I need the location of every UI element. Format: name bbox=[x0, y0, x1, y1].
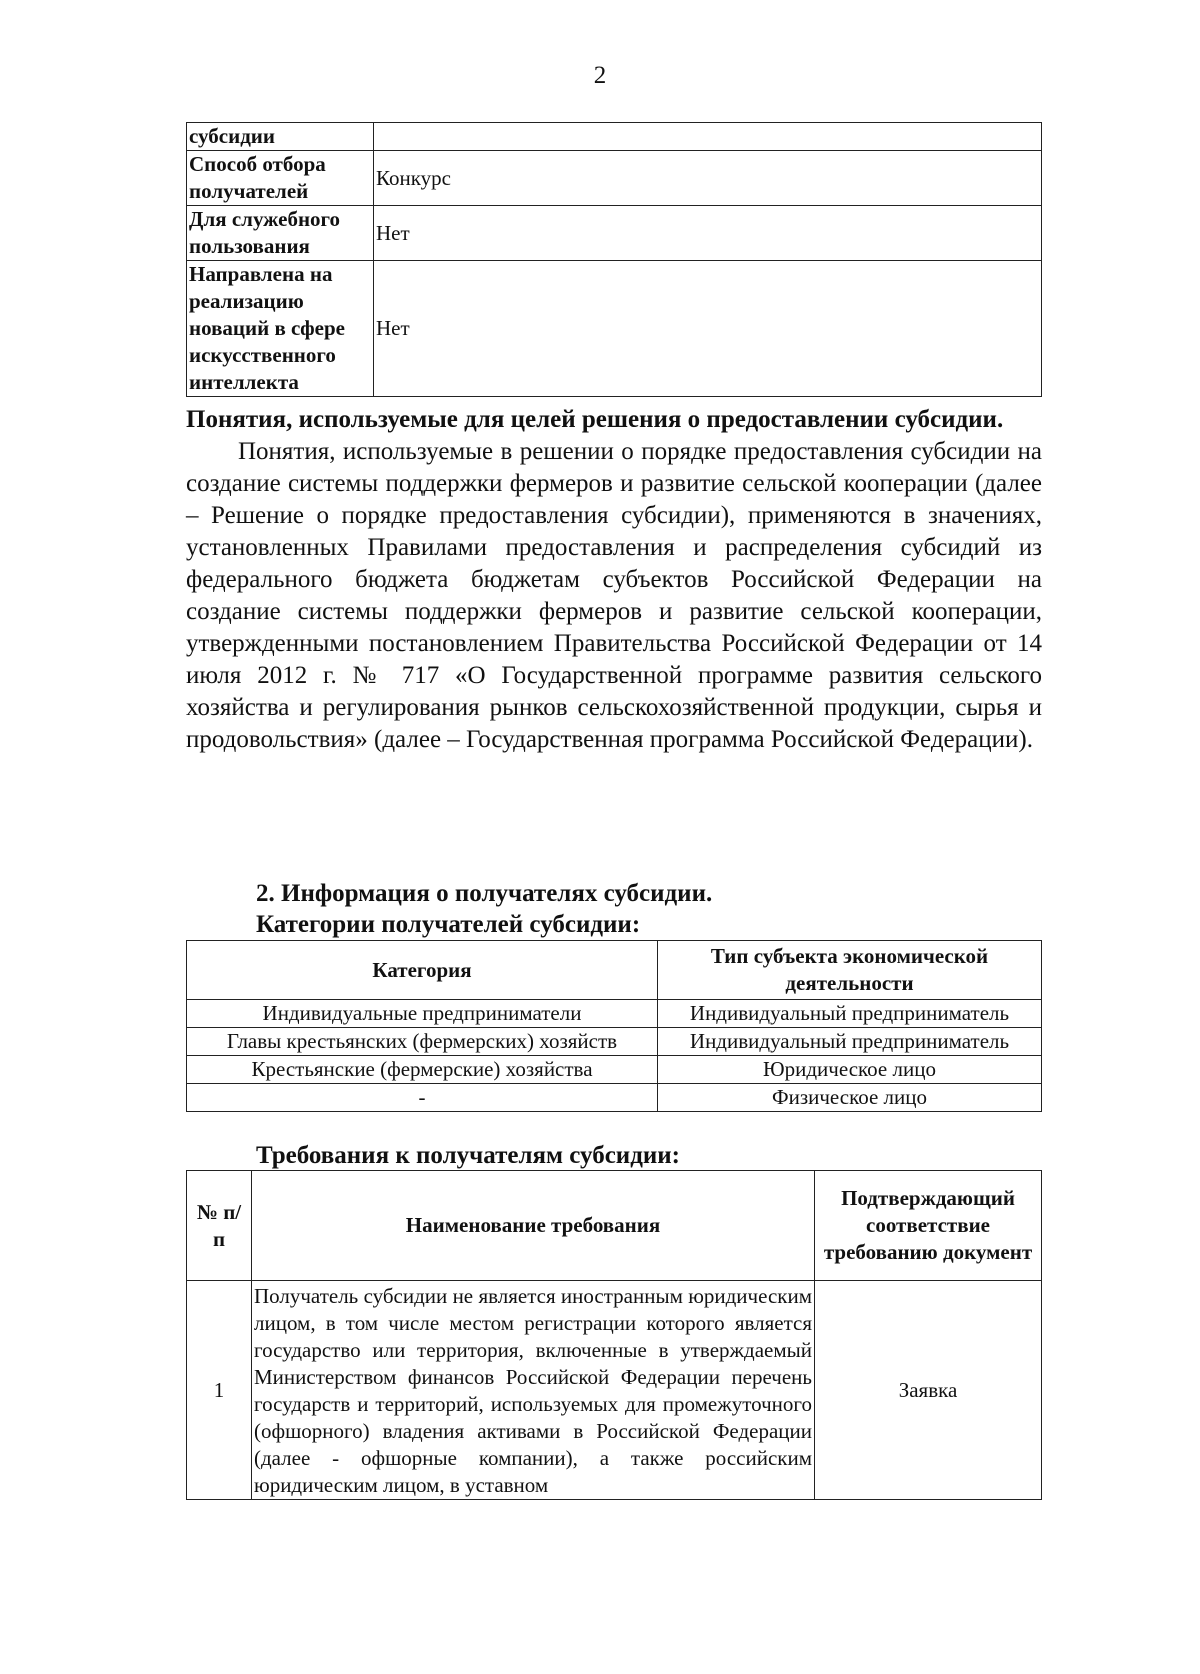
row-label: субсидии bbox=[187, 123, 374, 151]
section-title: 2. Информация о получателях субсидии. bbox=[256, 880, 713, 907]
concepts-paragraph: Понятия, используемые в решении о порядке предоставления субсидии на создание системы поддержки фермеров и развитие сельской кооперации (далее – Решение о порядке предоставления субсидии), применяются в значениях, установленных Правилами предоставления и распределения субсидий из федерального бюджета бюджетам субъектов Российской Федерации на создание системы поддержки фермеров и развитие сельской кооперации, утвержденными постановлением Правительства Российской Федерации от 14 июля 2012 г. № 717 «О Государственной программе развития сельского хозяйства и регулирования рынков сельскохозяйственной продукции, сырья и продовольствия» (далее – Государственная программа Российской Федерации). bbox=[186, 438, 1042, 753]
concepts-heading: Понятия, используемые для целей решения о предоставлении субсидии. bbox=[186, 406, 1004, 433]
row-value: Конкурс bbox=[374, 151, 1042, 206]
table-row bbox=[187, 151, 1042, 206]
table-row bbox=[187, 123, 1042, 151]
requirements-table bbox=[186, 1170, 1042, 1500]
row-value: Нет bbox=[374, 261, 1042, 397]
column-header: Категория bbox=[187, 941, 658, 1000]
table-row bbox=[187, 1084, 1042, 1112]
column-header: Подтверждающий соответствие требованию документ bbox=[815, 1171, 1042, 1281]
table-cell: - bbox=[187, 1084, 658, 1112]
table-row bbox=[187, 1028, 1042, 1056]
categories-title: Категории получателей субсидии: bbox=[256, 911, 641, 938]
table-header-row bbox=[187, 941, 1042, 1000]
table-header-row bbox=[187, 1171, 1042, 1281]
table-row bbox=[187, 1000, 1042, 1028]
row-label: Направлена на реализацию новаций в сфере искусственного интеллекта bbox=[187, 261, 374, 397]
table-cell: Крестьянские (фермерские) хозяйства bbox=[187, 1056, 658, 1084]
page-number: 2 bbox=[593, 62, 607, 89]
table-cell: Юридическое лицо bbox=[658, 1056, 1042, 1084]
table-row bbox=[187, 206, 1042, 261]
concepts-section bbox=[186, 404, 1042, 756]
confirming-document: Заявка bbox=[815, 1281, 1042, 1500]
subsidy-info-table bbox=[186, 122, 1042, 397]
table-cell: Индивидуальный предприниматель bbox=[658, 1000, 1042, 1028]
table-cell: Индивидуальный предприниматель bbox=[658, 1028, 1042, 1056]
row-label: Для служебного пользования bbox=[187, 206, 374, 261]
column-header: Наименование требования bbox=[252, 1171, 815, 1281]
table-row bbox=[187, 1281, 1042, 1500]
column-header: Тип субъекта экономической деятельности bbox=[658, 941, 1042, 1000]
table-cell: Физическое лицо bbox=[658, 1084, 1042, 1112]
table-row bbox=[187, 261, 1042, 397]
table-cell: Индивидуальные предприниматели bbox=[187, 1000, 658, 1028]
table-cell: Главы крестьянских (фермерских) хозяйств bbox=[187, 1028, 658, 1056]
row-value bbox=[374, 123, 1042, 151]
categories-table bbox=[186, 940, 1042, 1112]
row-value: Нет bbox=[374, 206, 1042, 261]
column-header: № п/п bbox=[187, 1171, 252, 1281]
section-2-heading bbox=[256, 878, 712, 940]
row-label: Способ отбора получателей bbox=[187, 151, 374, 206]
requirement-text: Получатель субсидии не является иностранным юридическим лицом, в том числе местом регистрации которого является государство или территория, включенные в утверждаемый Министерством финансов Российской Федерации перечень государств и территорий, используемых для промежуточного (офшорного) владения активами в Российской Федерации (далее - офшорные компании), а также российским юридическим лицом, в уставном bbox=[252, 1281, 815, 1500]
row-number: 1 bbox=[187, 1281, 252, 1500]
requirements-title: Требования к получателям субсидии: bbox=[256, 1142, 680, 1169]
table-row bbox=[187, 1056, 1042, 1084]
